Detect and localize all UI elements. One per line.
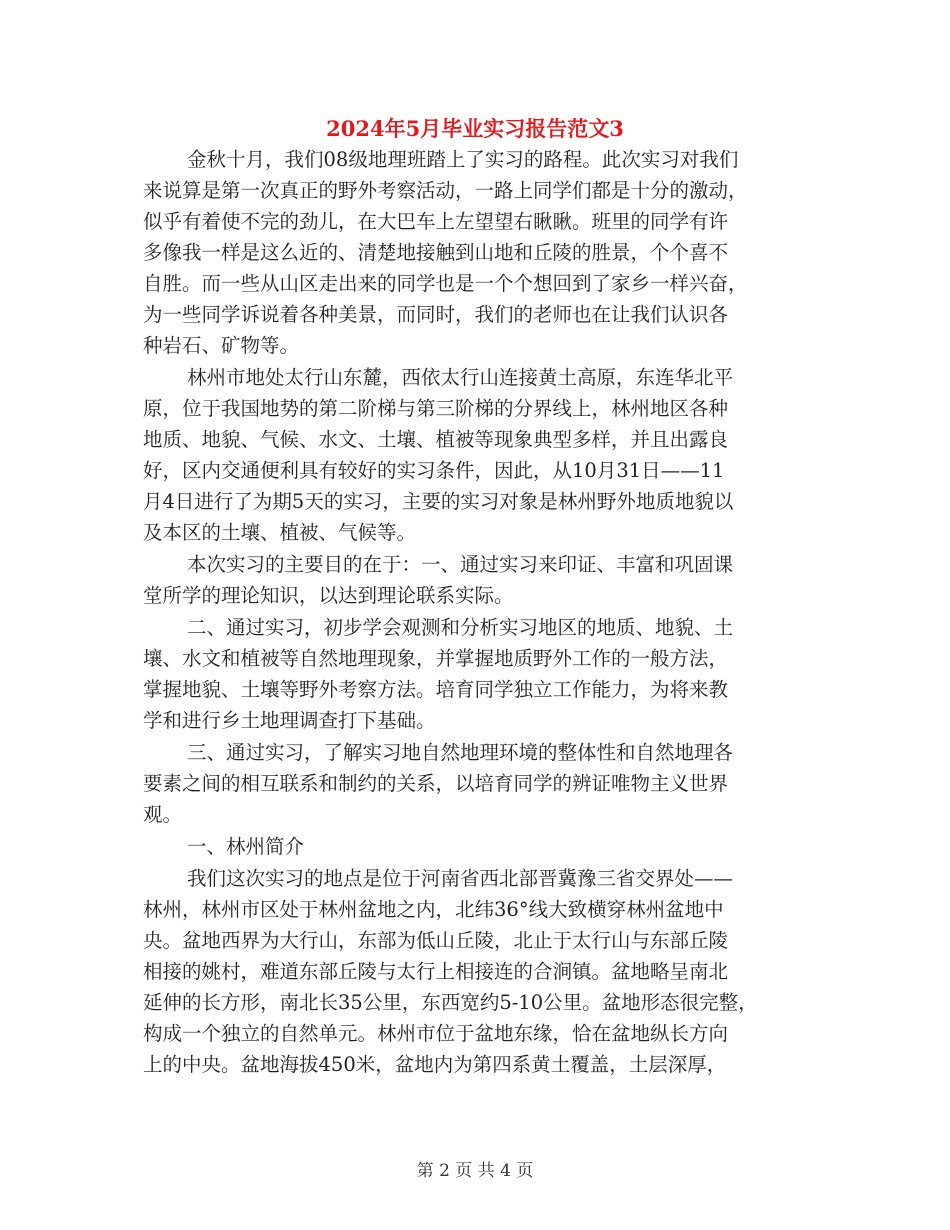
- paragraph-line: 金秋十月，我们08级地理班踏上了实习的路程。此次实习对我们: [187, 148, 739, 171]
- paragraph-line: 上的中央。盆地海拔450米，盆地内为第四系黄土覆盖，土层深厚，: [143, 1053, 727, 1076]
- paragraph-line: 多像我一样是这么近的、清楚地接触到山地和丘陵的胜景，个个喜不: [143, 241, 729, 264]
- paragraph-line: 地质、地貌、气候、水文、土壤、植被等现象典型多样，并且出露良: [143, 428, 729, 451]
- paragraph-line: 似乎有着使不完的劲儿，在大巴车上左望望右瞅瞅。班里的同学有许: [143, 210, 729, 233]
- paragraph-line: 种岩石、矿物等。: [143, 334, 300, 357]
- paragraph-line: 要素之间的相互联系和制约的关系，以培育同学的辨证唯物主义世界: [143, 772, 729, 795]
- paragraph-line: 及本区的土壤、植被、气候等。: [143, 521, 417, 544]
- paragraph-line: 原，位于我国地势的第二阶梯与第三阶梯的分界线上，林州地区各种: [143, 397, 729, 420]
- section-heading: 一、林州简介: [187, 835, 305, 858]
- paragraph-line: 延伸的长方形，南北长35公里，东西宽约5-10公里。盆地形态很完整，: [143, 991, 758, 1014]
- paragraph-line: 月4日进行了为期5天的实习，主要的实习对象是林州野外地质地貌以: [143, 490, 734, 513]
- paragraph-line: 央。盆地西界为大行山，东部为低山丘陵，北止于太行山与东部丘陵: [143, 929, 729, 952]
- paragraph-line: 为一些同学诉说着各种美景，而同时，我们的老师也在让我们认识各: [143, 303, 729, 326]
- paragraph-line: 我们这次实习的地点是位于河南省西北部晋冀豫三省交界处——: [187, 867, 734, 890]
- page-number: 第 2 页 共 4 页: [416, 1161, 534, 1181]
- paragraph-line: 观。: [143, 803, 183, 826]
- paragraph-line: 林州市地处太行山东麓，西依太行山连接黄土高原，东连华北平: [187, 366, 734, 389]
- paragraph-line: 来说算是第一次真正的野外考察活动，一路上同学们都是十分的激动，: [143, 179, 748, 202]
- paragraph-line: 本次实习的主要目的在于：一、通过实习来印证、丰富和巩固课: [187, 553, 734, 576]
- paragraph-line: 壤、水文和植被等自然地理现象，并掌握地质野外工作的一般方法，: [143, 647, 729, 670]
- paragraph-line: 相接的姚村，难道东部丘陵与太行上相接连的合涧镇。盆地略呈南北: [143, 960, 729, 983]
- document-title: 2024年5月毕业实习报告范文3: [326, 116, 624, 141]
- paragraph-line: 好，区内交通便利具有较好的实习条件，因此，从10月31日——11: [143, 459, 725, 482]
- paragraph-line: 构成一个独立的自然单元。林州市位于盆地东缘，恰在盆地纵长方向: [143, 1022, 729, 1045]
- paragraph-line: 二、通过实习，初步学会观测和分析实习地区的地质、地貌、土: [187, 616, 734, 639]
- paragraph-line: 堂所学的理论知识，以达到理论联系实际。: [143, 584, 514, 607]
- paragraph-line: 林州，林州市区处于林州盆地之内，北纬36°线大致横穿林州盆地中: [143, 898, 724, 921]
- paragraph-line: 三、通过实习，了解实习地自然地理环境的整体性和自然地理各: [187, 741, 734, 764]
- paragraph-line: 掌握地貌、土壤等野外考察方法。培育同学独立工作能力，为将来教: [143, 678, 729, 701]
- paragraph-line: 学和进行乡土地理调查打下基础。: [143, 709, 436, 732]
- paragraph-line: 自胜。而一些从山区走出来的同学也是一个个想回到了家乡一样兴奋，: [143, 272, 748, 295]
